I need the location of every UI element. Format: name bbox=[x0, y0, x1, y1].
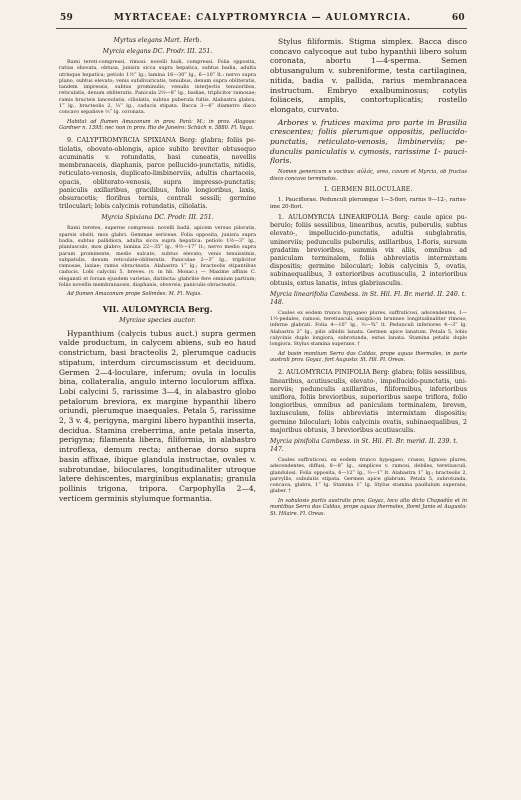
description-small: Rami teretes, superne compressi: novelli badii, apicem versus piloratis, sparsis obsiti, mox glabri. Gemmae sericeae. Folia opposita, junisra supra badia, subtus pallidiora, adulta sicca supra hepatica: petiolo 1½—3‴ lg., planiusculo, mox glabro; lamina 22—35‴ lg., 9½—17‴ lt.; nervo medio supra parum prominente, medio sulcato, subtus elevato; venis tenuissimis, subpatulis, denum reticulate-obliteratis. Paniculae 2—3‴ lg., triplicitor ramosae, laxiae; ramis obracteatis. Alabastra 1‴ lg.; bracteolis stipantibus caducis. Lobi calycini 5, breves. (v. in hb. Monac.) — Maxime affinis C. elegansti et forsan ejusdem varietas, dixtincta: glabritie fere omnium partium; foliis novellis membranaceis, diaphanis, obversis; paniculis obracteatis. bbox=[59, 225, 256, 288]
page-number-left: 59 bbox=[60, 13, 74, 23]
species-diagnosis: 1. AULOMYRCIA LINEARIFOLIA Berg: caule apice puberulo; foliis sessilibus, linearibus, acutis, puberulis, subtus elevato-, impellucido-punctatis, adultis subglabratis, uninerviis; pedunculis puberulis, axillaribus, 1-floris, sursum gradatim brevioribus, summis vix aliis, omnibus ad paniculam terminalem, foliis abbreviatis intermixtam dispositis; germine biloculari; lobis calycinis 5, ovatis, subinaequalibus, 3 exterioribus acutiusculis, 2 interioribus obtusis, extus lanatis, intus glabriusculis. bbox=[270, 213, 467, 287]
description-small: Caules ex eodem trunco hypogaeo plures, suffruticosi, adscendentes, 1—1½-pedales, ramosi, teretiusculi, exsiplicon brunneo longitudinaliter rimoso, inferne glabrati. Folia 4—10‴ lg., ⅓—¾‴ lt. Pedunculi inferiores 4—3‴ lg. Alabastra 2‴ lg., pilis albidis lanata. Germen apice lanatum. Petala 5, lobis calycinis duplo longiora, subrotunda, extus lanata. Stamina petalis duplo longiora. Stylus stamina superans. † bbox=[270, 309, 467, 348]
description-small: Caules suffruticosi, ex eodem trunco hypogaeo, crasso, lignoso plures, adscendentes, diffusi, 8—8‴ lg., simplices v. ramosi, debiles, teretiusculi, glandulosi. Folia opposita, 6—12‴ lg., ⅓—1‴ lt. Alabastra 1‴ lg.; bracteolis 2, parvyllis, subulatis stipata. Germen apice glabrum. Petala 5, subrotunda, concava, glabra, 1‴ lg. Stamina 1‴ lg. Stylus stamina paullulum superans, glaber. † bbox=[270, 457, 467, 495]
header-rule bbox=[56, 28, 467, 29]
species-diagnosis: 9. CALYPTROMYRCIA SPIXIANA Berg: glabra; foliis petiolatis, obovato-oblongis, apice subito breviter obtusequo acuminatis v. rotundatis, basi cuneatis, novellis membranaceis, diaphanis, parce pellucido-punctatis, nitidis, reticulato-venosis, duplicato-limbinerviis, adultis chartaceis, opacis, obliterato-venosis, supra impresso-punctatis; paniculis axillaribus, gracilibus, folio longioribus, laxis, obsuracetis; floribus ternis, centrali sessili; germine triloculari; lobis calycinis rotundatis, ciliolatis. bbox=[59, 137, 256, 211]
description-small: Rami tereti-compressi, rimosi: novelli hudi, compressi. Folia opposita, ratius obovata, obtusa, junisra sicca supra hepatica, subtus badia, adulta utrinque hepatica; petiolo 1½‴ lg.; lamina 16—30‴ lg., 6—10‴ lt.: nervo supra plano, subtus elevato; venis subdivaricatis, tenuibus, denum supra obliteratis, tandem impressis, subtus prominulis; venulis interjectis tenuioribus, reticulatis, denum obliteratis. Panicula 2½—8‴ lg., badiae, triplicitor ramosae; ramis bracteis lanceolatis, ciliolatis, subtus puberula fultis. Alabastra glabra, 1‴ lg., bracteolis 2, ⅓‴ lg., caducis stipata. Bacca 3—4‴ diametro disco concavo sepalisve ⅓‴ lg. coronata. bbox=[59, 59, 256, 116]
genus-description: Hypanthium (calycis tubus auct.) supra germen valde productum, in calycem abiens, sub eo haud constrictum, basi bracteolis 2, plerumque caducis stipatum, interdum circumscissum et deciduum. Germen 2—4-loculare, inferum; ovula in loculis bina, collateralia, angulo interno loculorum affixa. Lobi calycini 5, rarissime 3—4, in alabastro globo petalorum breviora, ex margine hypanthii libero oriundi, plerumque inaequales. Petala 5, rarissime 2, 3 v. 4, perigyna, margini libero hypanthii inserta, decidua. Stamina creberrima, ante petala inserta, perigyna; filamenta libera, filiformia, in alabastro introflexa, demum recta; antherae dorso supra basin affixae, ibique glandula instructae, ovales v. subrotundae, biloculares, longitudinaliter utroque latere dehiscentes, marginibus explanatis; granula pollinis trigona, tripora. Carpophylla 2—4, verticem germinis stylumque formantia. bbox=[59, 328, 256, 503]
synonym: Myrtus elegans Mart. Herb. bbox=[113, 37, 202, 44]
section-heading: I. GERMEN BILOCULARE. bbox=[324, 185, 413, 193]
synonym: Myrcia linearifolia Cambess. in St. Hil. Fl. Br. merid. II. 240. t. 148. bbox=[270, 290, 467, 306]
genus-habit-summary: Arbores v. frutices maxima pro parte in Brasilia crescentes; foliis plerumque oppositis, pellucido-punctatis, reticulato-venosis, limbinerviis; pedunculis paniculatis v. cymosis, rarissime 1- paucifloris. bbox=[270, 117, 467, 166]
etymology-note: Nomen genericum e vocibus: αὐλός, area, cavum et Myrcia, ob fructus disco concavo terminatos. bbox=[270, 169, 467, 182]
synonym: Myrcia elegans DC. Prodr. III. 251. bbox=[102, 48, 213, 55]
running-header bbox=[60, 13, 465, 27]
genus-description-continued: Stylus filiformis. Stigma simplex. Bacca disco concavo calycoque aut tubo hypanthii libero solum coronata, abortu 1—4-sperma. Semen obtusangulum v. subreniforme, testa cartilaginea, nitida, badia v. pallida, rarius membranacea instructum. Embryo exalbuminosus; cotylis foliaceis, amplis, contortuplicatis; rostello elongato, curvato. bbox=[270, 37, 467, 114]
subsection-heading: 1. Pauciflorae. Pedunculi plerumque 1—3-flori, rarius 9—12-, rarissime 20-flori. bbox=[270, 196, 467, 210]
habitat-note: Ad basin montium Serra das Caldas, prope aquas thermales, in parte australi prov. Goyaz, fort Augusto: St. Hil. Pl. Oreas. bbox=[270, 350, 467, 363]
habitat-note: Habitat ad flumen Amazonum in prov. Pará: M.; in prov. Alagoas: Gardner n. 1395; nec non in prov. Rio de Janeiro: Schüch n. 5880. Fl. Vaga. bbox=[59, 118, 256, 132]
page-number-right: 60 bbox=[451, 13, 465, 23]
species-diagnosis: 2. AULOMYRCIA PINIFOLIA Berg: glabra; foliis sessilibus, linearibus, acutiusculis, elevato-, impellucido-punctatis, uninerviis; pedunculis axillaribus, filiformibus, inferioribus uniflora, foliis brevioribus, superioribus saepe triflora, folio longioribus, omnibus ad paniculam terminalem, breven, laxiusculam, foliis abbreviatis intermixtam dispositis; germine biloculari; lobis calycinis ovatis, subinaequalibus, 2 majoribus obtusis, 3 brevioribus acutiusculis. bbox=[270, 369, 467, 434]
left-column bbox=[59, 37, 256, 782]
genus-subtitle: Myrciae species auctor. bbox=[119, 315, 196, 324]
genus-heading: VII. AULOMYRCIA Berg. bbox=[102, 303, 213, 314]
synonym: Myrcia pinifolia Cambess. in St. Hil. Fl. Br. merid. II. 239. t. 147. bbox=[270, 438, 458, 453]
right-column bbox=[270, 37, 467, 782]
running-title: MYRTACEAE: CALYPTROMYRCIA — AULOMYRCIA. bbox=[113, 13, 412, 23]
habitat-note: Ad flumen Amazonum prope Solimões: M. Fl. Najas. bbox=[67, 291, 202, 298]
habitat-note: In sabulosis partis australis prov. Goyaz, loco alto dicto Chapadão et in montibus Serra das Caldas, prope aquas thermales, floret Junio et Augusto: St. Hilaire. Fl. Oreas. bbox=[270, 497, 467, 517]
synonym: Myrcia Spixiana DC. Prodr. III. 251. bbox=[101, 214, 214, 222]
